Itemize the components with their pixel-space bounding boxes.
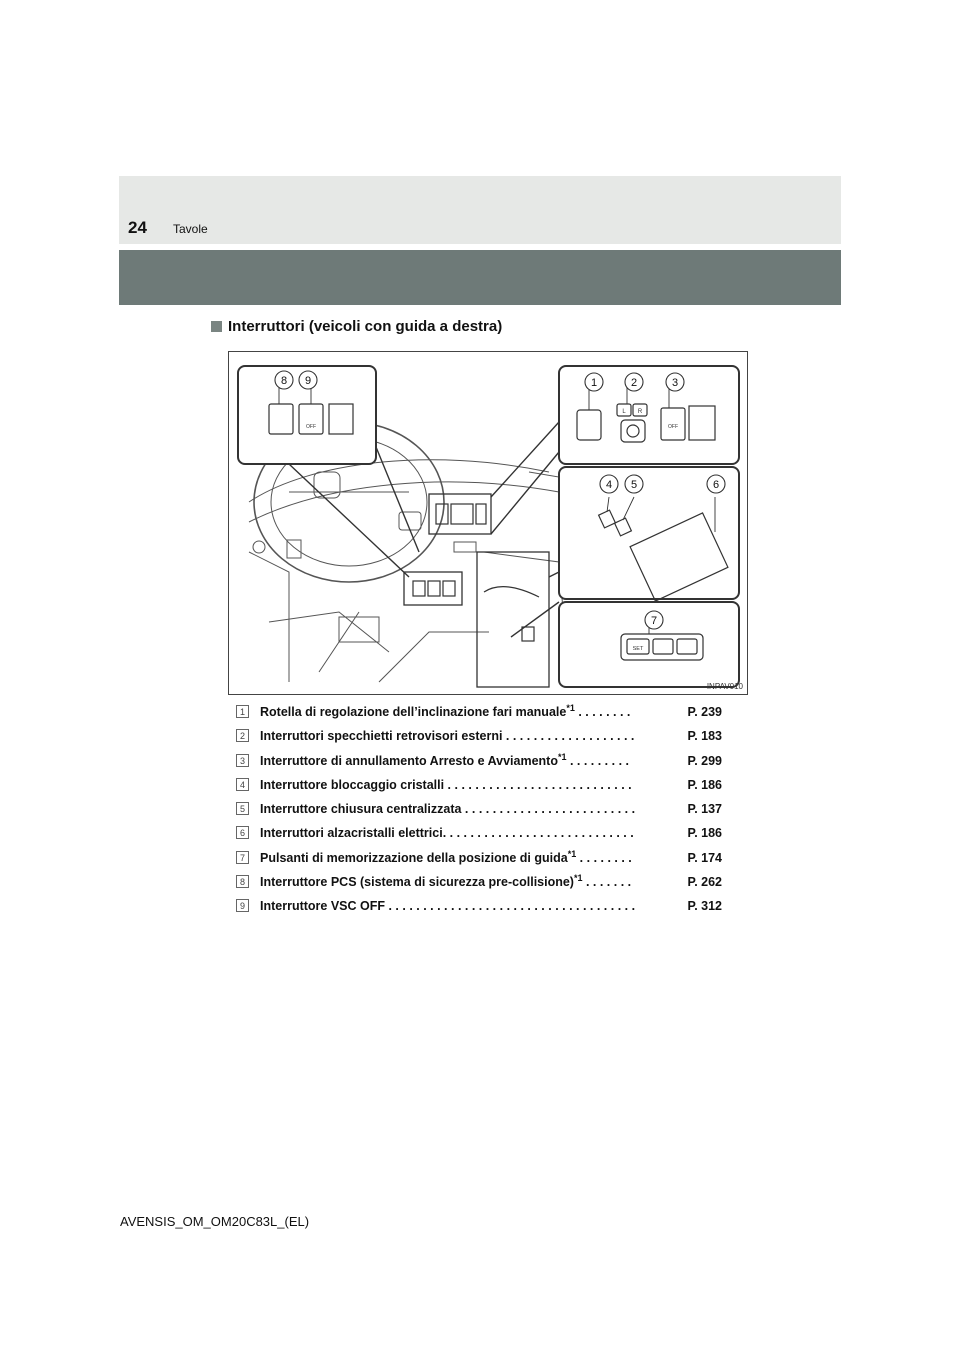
figure-code: INPAV010: [706, 682, 743, 691]
footnote-marker: *1: [567, 848, 577, 859]
callout-1-label: 1: [590, 377, 598, 389]
dashboard-illustration: [229, 352, 748, 695]
mirror-right-label: R: [637, 409, 643, 415]
item-number: 3: [236, 754, 249, 767]
header-strip: [119, 176, 841, 244]
list-item: [236, 700, 726, 724]
leader-dots: . . . . . . . . . . . . . . . . . . . . . . . . . . . .: [442, 826, 634, 841]
square-bullet-icon: [211, 321, 222, 332]
footnote-marker: *1: [557, 751, 567, 762]
callout-5-label: 5: [630, 479, 638, 491]
subsection-heading: [211, 318, 502, 335]
item-number: 1: [236, 705, 249, 718]
page-ref-link[interactable]: P. 137: [687, 802, 722, 817]
page-ref-link[interactable]: P. 186: [687, 826, 722, 841]
page-number: 24: [128, 218, 147, 237]
stop-start-off-label: OFF: [668, 424, 678, 430]
leader-dots: . . . . . . . . . . . . . . . . . . . . . . . . . . . . . . . . . . . .: [385, 899, 636, 914]
item-text: Pulsanti di memorizzazione della posizione di guida: [260, 850, 568, 865]
list-item: [236, 894, 726, 918]
footnote-marker: *1: [573, 872, 583, 883]
list-item: [236, 846, 726, 870]
item-number: 9: [236, 899, 249, 912]
list-item: [236, 724, 726, 748]
callout-2-label: 2: [630, 377, 638, 389]
document-code: AVENSIS_OM_OM20C83L_(EL): [120, 1214, 310, 1229]
item-text: Interruttore bloccaggio cristalli: [260, 777, 445, 792]
list-item: [236, 821, 726, 845]
callout-6-label: 6: [712, 479, 720, 491]
list-item: [236, 870, 726, 894]
leader-dots: . . . . . . . . .: [566, 753, 629, 768]
callout-9-label: 9: [304, 375, 312, 387]
list-item: [236, 749, 726, 773]
item-number: 8: [236, 875, 249, 888]
item-text: Interruttore di annullamento Arresto e Avviamento: [260, 753, 558, 768]
item-number: 7: [236, 851, 249, 864]
leader-dots: . . . . . . . . . . . . . . . . . . . . . . . . . . .: [444, 777, 632, 792]
leader-dots: . . . . . . . .: [576, 850, 632, 865]
page-ref-link[interactable]: P. 312: [687, 899, 722, 914]
leader-dots: . . . . . . . . . . . . . . . . . . .: [502, 729, 635, 744]
page-ref-link[interactable]: P. 239: [687, 705, 722, 719]
item-text: Rotella di regolazione dell’inclinazione fari manuale: [260, 705, 567, 719]
item-text: Interruttore chiusura centralizzata: [260, 802, 462, 817]
section-title: Tavole: [173, 222, 208, 236]
item-number: 2: [236, 729, 249, 742]
item-text: Interruttore VSC OFF: [260, 899, 386, 914]
page-ref-link[interactable]: P. 183: [687, 729, 722, 744]
leader-dots: . . . . . . . .: [574, 705, 631, 719]
callout-7-label: 7: [650, 615, 658, 627]
switch-list: [236, 700, 726, 919]
item-number: 6: [236, 826, 249, 839]
mirror-left-label: L: [622, 409, 626, 415]
item-number: 5: [236, 802, 249, 815]
item-text: Interruttori alzacristalli elettrici: [260, 826, 443, 841]
callout-8-label: 8: [280, 375, 288, 387]
page-ref-link[interactable]: P. 174: [687, 850, 722, 865]
item-text: Interruttori specchietti retrovisori esterni: [260, 729, 503, 744]
vsc-off-label: OFF: [306, 424, 316, 430]
callout-4-label: 4: [605, 479, 613, 491]
header-bar: [119, 250, 841, 305]
memory-set-label: SET: [632, 646, 644, 652]
callout-3-label: 3: [671, 377, 679, 389]
leader-dots: . . . . . . . . . . . . . . . . . . . . . . . . .: [461, 802, 636, 817]
list-item: [236, 773, 726, 797]
subsection-title: Interruttori (veicoli con guida a destra): [228, 318, 503, 335]
footnote-marker: *1: [566, 702, 575, 713]
item-number: 4: [236, 778, 249, 791]
list-item: [236, 797, 726, 821]
item-text: Interruttore PCS (sistema di sicurezza pre-collisione): [260, 875, 574, 890]
switch-diagram: [228, 351, 748, 695]
page-ref-link[interactable]: P. 299: [687, 753, 722, 768]
page-ref-link[interactable]: P. 186: [687, 777, 722, 792]
page-ref-link[interactable]: P. 262: [687, 875, 722, 890]
leader-dots: . . . . . . .: [582, 875, 632, 890]
